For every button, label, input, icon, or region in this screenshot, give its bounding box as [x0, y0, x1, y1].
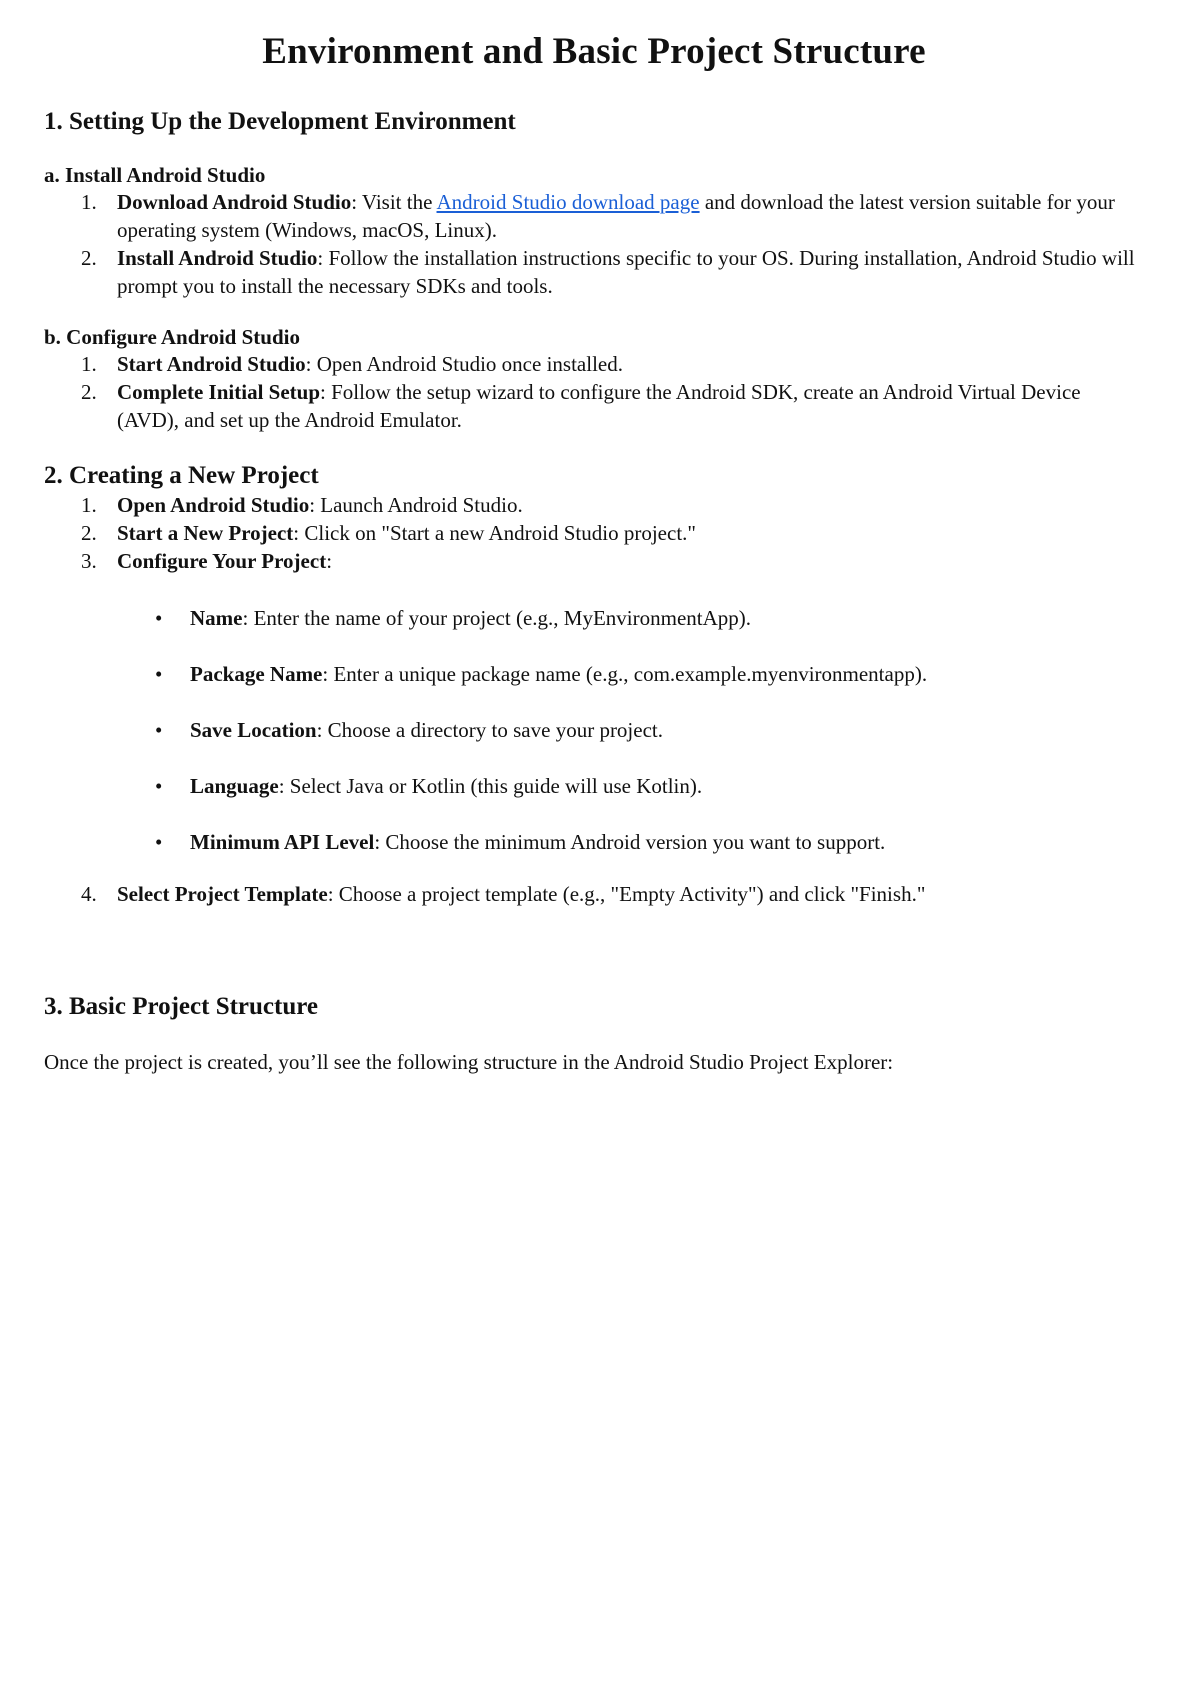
list-item — [44, 491, 1144, 519]
bullet-icon: • — [155, 718, 163, 742]
list-item — [44, 519, 1144, 547]
option-text: : Enter a unique package name (e.g., com.example.myenvironmentapp). — [322, 662, 928, 686]
list-number: 4. — [81, 882, 97, 906]
bullet-icon: • — [155, 662, 163, 686]
option-term: Save Location — [190, 718, 317, 742]
bullet-item — [117, 716, 1144, 744]
step-text: : Click on "Start a new Android Studio project." — [293, 521, 696, 545]
bullet-icon: • — [155, 830, 163, 854]
bullet-item — [117, 772, 1144, 800]
list-number: 2. — [81, 246, 97, 270]
step-text: and download the latest version suitable for your operating system (Windows, macOS, Linux). — [117, 190, 1115, 242]
bullet-icon: • — [155, 606, 163, 630]
step-term: Select Project Template — [117, 882, 328, 906]
step-text: : Choose a project template (e.g., "Empty Activity") and click "Finish." — [327, 882, 926, 906]
list-item — [44, 244, 1144, 300]
list-item — [44, 188, 1144, 244]
option-text: : Enter the name of your project (e.g., MyEnvironmentApp). — [242, 606, 752, 630]
step-text: : Visit the — [351, 190, 437, 214]
configure-android-studio-heading: b. Configure Android Studio — [44, 325, 300, 349]
option-text: : Choose a directory to save your project. — [316, 718, 663, 742]
new-project-steps-list — [44, 491, 1144, 908]
step-text: : — [326, 549, 333, 573]
bullet-icon: • — [155, 774, 163, 798]
section-3-paragraph: Once the project is created, you’ll see the following structure in the Android Studio Project Explorer: — [44, 1050, 894, 1074]
bullet-item — [117, 660, 1144, 688]
option-text: : Choose the minimum Android version you want to support. — [374, 830, 886, 854]
step-term: Install Android Studio — [117, 246, 318, 270]
step-term: Start Android Studio — [117, 352, 306, 376]
section-3-heading: 3. Basic Project Structure — [44, 993, 318, 1020]
step-term: Open Android Studio — [117, 493, 310, 517]
list-number: 3. — [81, 549, 97, 573]
step-text: : Follow the installation instructions specific to your OS. During installation, Android Studio will prompt you to install the necessary SDKs and tools. — [117, 246, 1135, 298]
project-options-list — [117, 604, 1144, 856]
list-number: 1. — [81, 352, 97, 376]
option-term: Minimum API Level — [190, 830, 375, 854]
section-1-heading: 1. Setting Up the Development Environment — [44, 108, 516, 135]
bullet-item — [117, 828, 1144, 856]
step-term: Download Android Studio — [117, 190, 352, 214]
list-number: 2. — [81, 521, 97, 545]
option-term: Package Name — [190, 662, 323, 686]
list-item — [44, 880, 1144, 908]
list-item — [44, 350, 1144, 378]
step-term: Start a New Project — [117, 521, 294, 545]
section-2-heading: 2. Creating a New Project — [44, 462, 319, 489]
android-studio-download-link[interactable]: Android Studio download page — [436, 190, 700, 214]
list-item — [44, 547, 1144, 856]
step-text: : Follow the setup wizard to configure the Android SDK, create an Android Virtual Device (AVD), and set up the Android Emulator. — [117, 380, 1081, 432]
step-term: Configure Your Project — [117, 549, 327, 573]
step-text: : Launch Android Studio. — [309, 493, 523, 517]
list-number: 1. — [81, 493, 97, 517]
option-text: : Select Java or Kotlin (this guide will use Kotlin). — [278, 774, 703, 798]
page-title: Environment and Basic Project Structure — [262, 31, 926, 72]
configure-steps-list — [44, 350, 1144, 434]
list-number: 2. — [81, 380, 97, 404]
list-number: 1. — [81, 190, 97, 214]
step-text: : Open Android Studio once installed. — [305, 352, 623, 376]
step-term: Complete Initial Setup — [117, 380, 321, 404]
option-term: Language — [190, 774, 279, 798]
install-steps-list — [44, 188, 1144, 300]
list-item — [44, 378, 1144, 434]
install-android-studio-heading: a. Install Android Studio — [44, 163, 266, 187]
option-term: Name — [190, 606, 243, 630]
bullet-item — [117, 604, 1144, 632]
